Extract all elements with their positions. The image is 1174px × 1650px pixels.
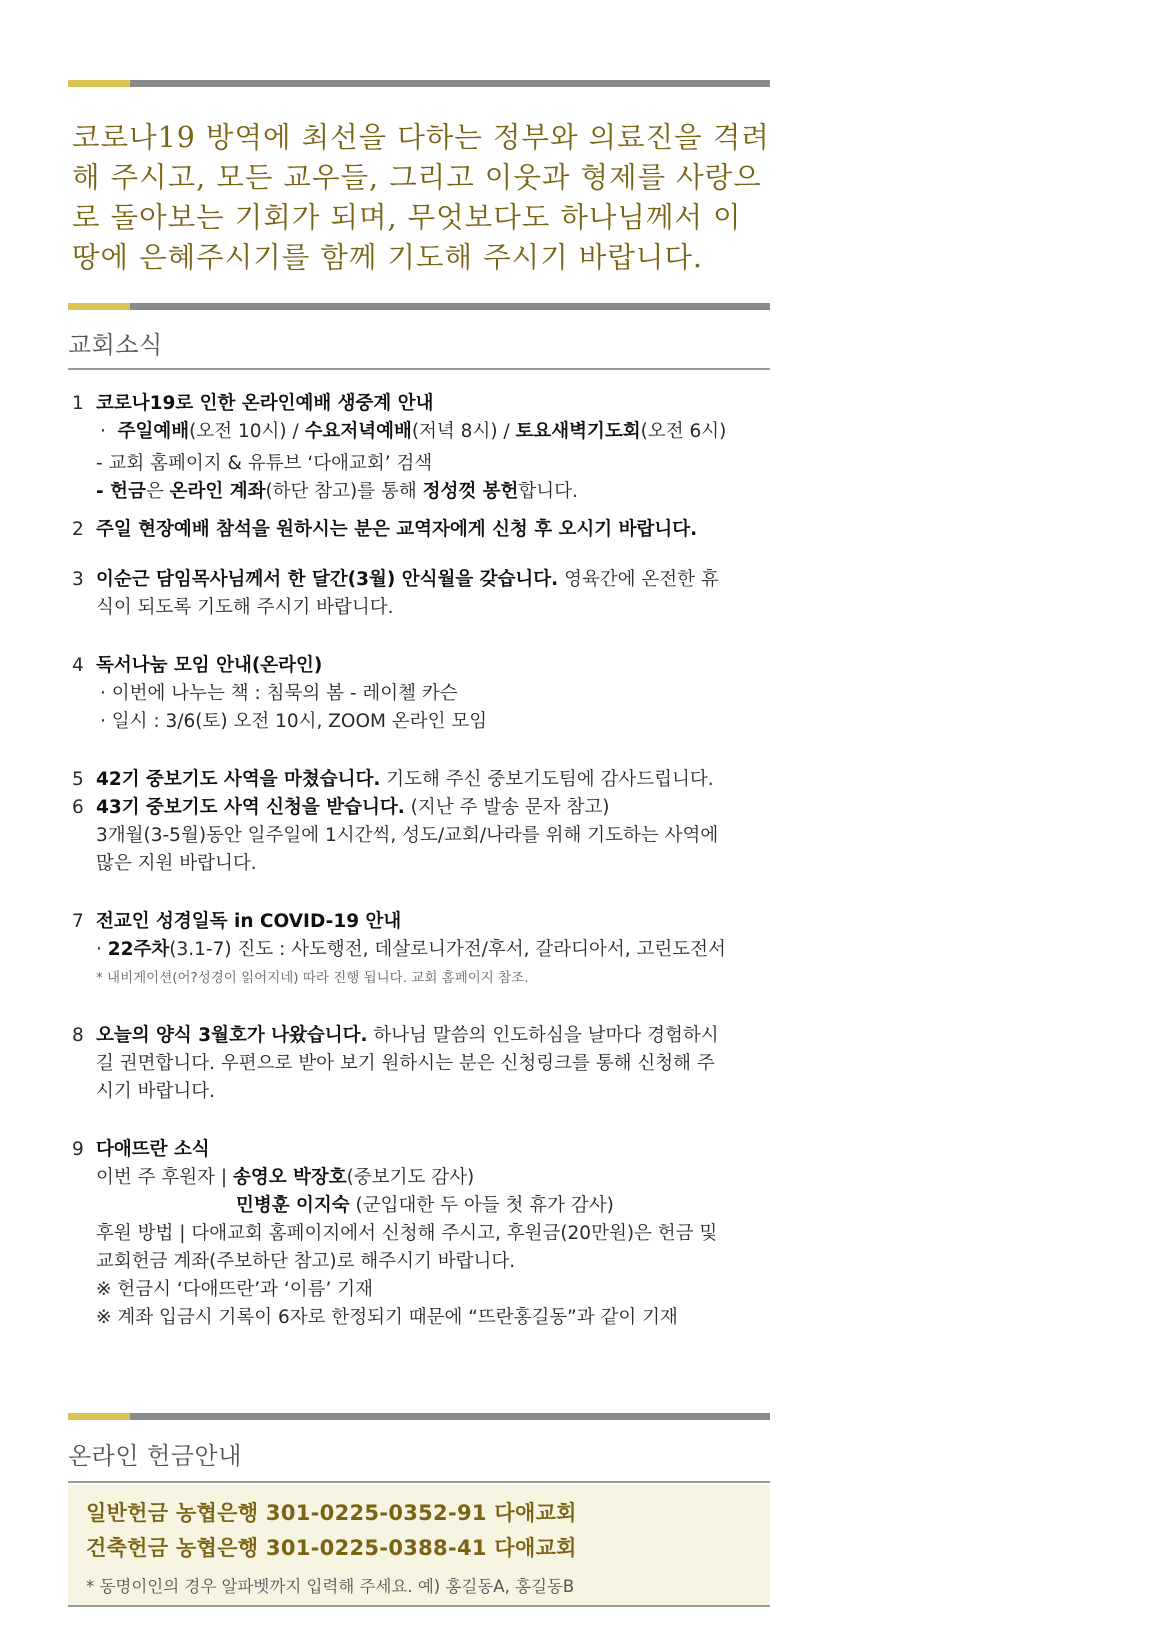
item-line: 3개월(3-5월)동안 일주일에 1시간씩, 성도/교회/나라를 위해 기도하는 사역에 bbox=[96, 825, 719, 846]
prayer-line: 로 돌아보는 기회가 되며, 무엇보다도 하나님께서 이 bbox=[72, 201, 742, 234]
divider-accent bbox=[68, 303, 130, 310]
item-line: - 헌금은 온라인 계좌(하단 참고)를 통해 정성껏 봉헌합니다. bbox=[96, 481, 578, 502]
item-heading: 독서나눔 모임 안내(온라인) bbox=[96, 655, 323, 676]
news-item-7 bbox=[72, 908, 772, 992]
item-line: - 교회 홈페이지 & 유튜브 ‘다애교회’ 검색 bbox=[96, 453, 433, 474]
top-divider-bar bbox=[68, 80, 770, 87]
prayer-line: 코로나19 방역에 최선을 다하는 정부와 의료진을 격려 bbox=[72, 121, 770, 154]
item-number: 8 bbox=[72, 1025, 84, 1046]
news-item-3 bbox=[72, 566, 772, 622]
item-number: 2 bbox=[72, 519, 84, 540]
item-line: 이번 주 후원자 | 송영오 박장호(중보기도 감사) bbox=[96, 1167, 475, 1188]
item-line: · 일시 : 3/6(토) 오전 10시, ZOOM 온라인 모임 bbox=[100, 711, 488, 732]
prayer-line: 땅에 은혜주시기를 함께 기도해 주시기 바랍니다. bbox=[72, 241, 703, 274]
item-heading: 코로나19로 인한 온라인예배 생중계 안내 bbox=[96, 393, 434, 414]
offering-rule bbox=[68, 1481, 770, 1483]
item-note: * 내비게이션(어?성경이 읽어지네) 따라 진행 됩니다. 교회 홈페이지 참조. bbox=[96, 970, 529, 986]
news-item-8 bbox=[72, 1022, 772, 1106]
item-heading: 주일 현장예배 참석을 원하시는 분은 교역자에게 신청 후 오시기 바랍니다. bbox=[96, 519, 698, 540]
news-item-1 bbox=[72, 390, 772, 506]
church-news-title: 교회소식 bbox=[68, 331, 163, 359]
item-number: 7 bbox=[72, 911, 84, 932]
item-line: 민병훈 이지숙 (군입대한 두 아들 첫 휴가 감사) bbox=[236, 1195, 614, 1216]
divider-accent bbox=[68, 1413, 130, 1420]
offering-divider-bar bbox=[68, 1413, 770, 1420]
item-line: 많은 지원 바랍니다. bbox=[96, 853, 257, 874]
account-note: * 동명이인의 경우 알파벳까지 입력해 주세요. 예) 홍길동A, 홍길동B bbox=[86, 1577, 575, 1596]
item-line: 42기 중보기도 사역을 마쳤습니다. 기도해 주신 중보기도팀에 감사드립니다. bbox=[96, 769, 714, 790]
item-line: 43기 중보기도 사역 신청을 받습니다. (지난 주 발송 문자 참고) bbox=[96, 797, 610, 818]
item-line: · 이번에 나누는 책 : 침묵의 봄 - 레이첼 카슨 bbox=[100, 683, 458, 704]
section-divider-bar bbox=[68, 303, 770, 310]
item-line: 후원 방법 | 다애교회 홈페이지에서 신청해 주시고, 후원금(20만원)은 헌금 및 bbox=[96, 1223, 718, 1244]
news-item-9 bbox=[72, 1136, 772, 1332]
prayer-line: 해 주시고, 모든 교우들, 그리고 이웃과 형제를 사랑으 bbox=[72, 161, 762, 194]
church-news-list bbox=[72, 390, 772, 1332]
bank-account-box bbox=[68, 1485, 770, 1607]
news-item-4 bbox=[72, 652, 772, 736]
building-offering-account: 건축헌금 농협은행 301-0225-0388-41 다애교회 bbox=[86, 1536, 577, 1560]
item-line: 식이 되도록 기도해 주시기 바랍니다. bbox=[96, 597, 394, 618]
item-line: 시기 바랍니다. bbox=[96, 1081, 215, 1102]
news-item-5 bbox=[72, 766, 772, 794]
item-line: ※ 헌금시 ‘다애뜨란’과 ‘이름’ 기재 bbox=[96, 1279, 373, 1300]
item-line: 교회헌금 계좌(주보하단 참고)로 해주시기 바랍니다. bbox=[96, 1251, 516, 1272]
item-line: ※ 계좌 입금시 기록이 6자로 한정되기 때문에 “뜨란홍길동”과 같이 기재 bbox=[96, 1307, 678, 1328]
item-number: 6 bbox=[72, 797, 84, 818]
item-number: 1 bbox=[72, 393, 84, 414]
general-offering-account: 일반헌금 농협은행 301-0225-0352-91 다애교회 bbox=[86, 1501, 577, 1525]
divider-accent bbox=[68, 80, 130, 87]
item-line: · 주일예배(오전 10시) / 수요저녁예배(저녁 8시) / 토요새벽기도회(오전 6시) bbox=[100, 421, 727, 442]
item-number: 9 bbox=[72, 1139, 84, 1160]
item-number: 4 bbox=[72, 655, 84, 676]
item-number: 3 bbox=[72, 569, 84, 590]
church-news-rule bbox=[68, 368, 770, 370]
item-line: 길 권면합니다. 우편으로 받아 보기 원하시는 분은 신청링크를 통해 신청해 주 bbox=[96, 1053, 715, 1074]
item-number: 5 bbox=[72, 769, 84, 790]
item-line: 오늘의 양식 3월호가 나왔습니다. 하나님 말씀의 인도하심을 날마다 경험하시 bbox=[96, 1025, 719, 1046]
news-item-2 bbox=[72, 516, 772, 544]
news-item-6 bbox=[72, 794, 772, 878]
item-line: · 22주차(3.1-7) 진도 : 사도행전, 데살로니가전/후서, 갈라디아서, 고린도전서 bbox=[96, 939, 726, 960]
online-offering-title: 온라인 헌금안내 bbox=[68, 1442, 242, 1470]
item-line: 이순근 담임목사님께서 한 달간(3월) 안식월을 갖습니다. 영육간에 온전한 휴 bbox=[96, 569, 719, 590]
prayer-request bbox=[72, 118, 772, 278]
item-heading: 다애뜨란 소식 bbox=[96, 1139, 210, 1160]
item-heading: 전교인 성경일독 in COVID-19 안내 bbox=[96, 911, 402, 932]
